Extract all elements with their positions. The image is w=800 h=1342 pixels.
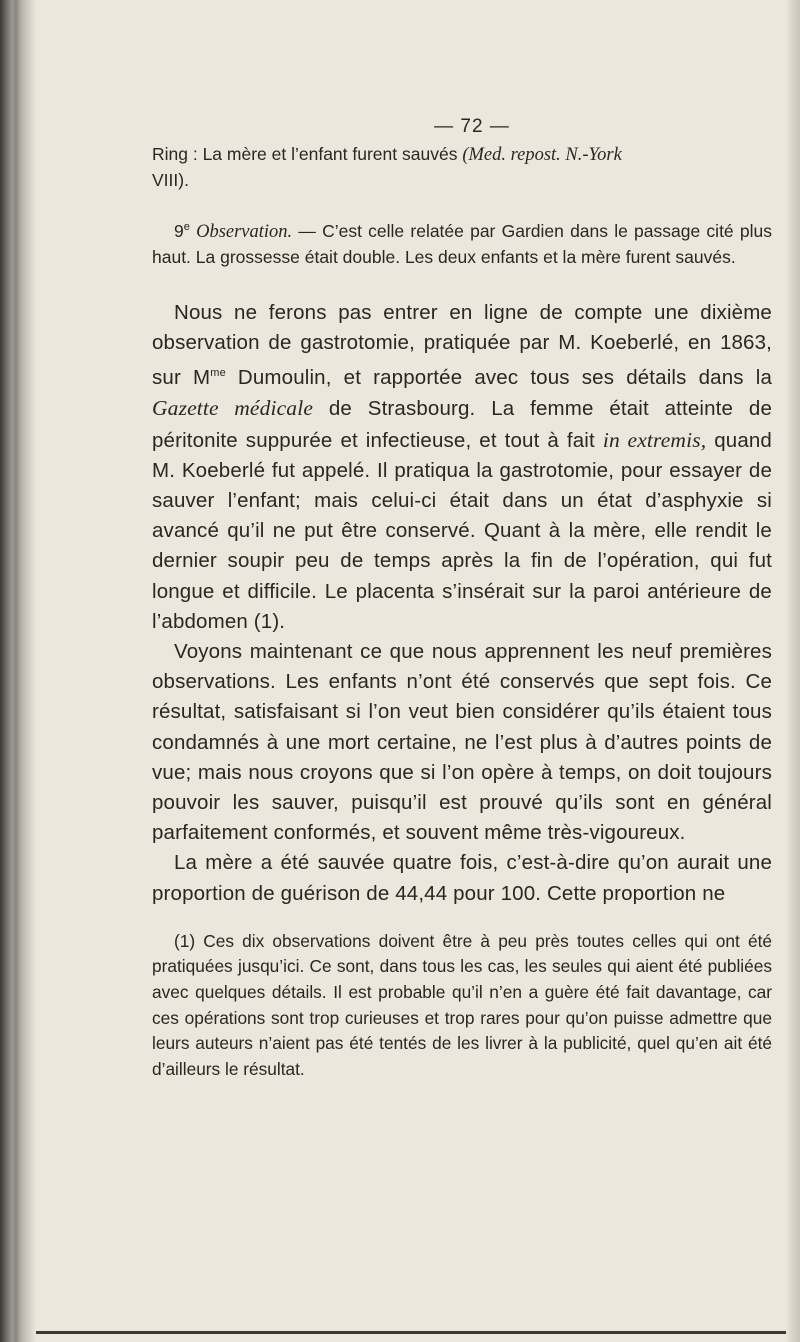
paragraph-koeberle: [152, 298, 772, 637]
binding-edge: [0, 0, 36, 1342]
footnote: (1) Ces dix observations doivent être à peu près toutes celles qui ont été pratiquées jusqu’ici. Ce sont, dans tous les cas, les seules qui aient été publiées avec quelques détails. Il est probable qu’il n’en a guère été fait davantage, car ces opérations sont trop curieuses et trop rares pour qu’on puisse admettre que leurs auteurs n’aient pas été tentés de les livrer à la publicité, quel qu’en ait été d’ailleurs le résultat.: [152, 930, 772, 1079]
observation-8-tail: [152, 142, 772, 193]
page-edge: [786, 0, 800, 1342]
para1-part2: Dumoulin, et rapportée avec tous ses détails dans la: [225, 366, 772, 390]
observation-9: [152, 215, 772, 270]
para1-part4: quand M. Koeberlé fut appelé. Il pratiqua la gastrotomie, pour essayer de sauver l’enfant; mais celui-ci était dans un état d’asphyxie si avancé qu’il ne put être conservé. Quant à la mère, elle rendit le dernier soupir peu de temps après la fin de l’opération, qui fut longue et difficile. Le placenta s’insérait sur la paroi antérieure de l’abdomen (1).: [152, 428, 772, 633]
paragraph-mother: La mère a été sauvée quatre fois, c’est-à-dire qu’on aurait une proportion de guérison de 44,44 pour 100. Cette proportion ne: [152, 851, 772, 905]
page-number: — 72 —: [434, 116, 510, 137]
obs8-lead: Ring : La mère et l’enfant furent sauvés: [152, 144, 458, 164]
para1-part1: Nous ne ferons pas entrer en ligne de compte une dixième observation de gastrotomie, pratiquée par M. Koeberlé, en 1863, sur M: [152, 300, 772, 390]
para1-sup: me: [210, 367, 226, 380]
obs8-end: VIII).: [152, 170, 189, 190]
obs9-text: — C’est celle relatée par Gardien dans le passage cité plus haut. La grossesse était double. Les deux enfants et la mère furent sauvés.: [152, 220, 772, 267]
bottom-rule: [36, 1331, 786, 1334]
obs9-label: Observation.: [196, 221, 293, 242]
obs8-source: (Med. repost. N.-York: [462, 145, 622, 165]
obs9-number-sup: e: [183, 221, 190, 233]
latin-phrase: in extremis,: [602, 427, 707, 452]
obs9-number: 9: [174, 220, 184, 241]
para1-part3: de Strasbourg. La femme était atteinte de péritonite suppurée et infectieuse, et tout à fait: [152, 397, 772, 452]
journal-title: Gazette médicale: [152, 396, 314, 421]
paragraph-results: Voyons maintenant ce que nous apprennent les neuf premières observations. Les enfants n’ont été conservés que sept fois. Ce résultat, satisfaisant si l’on veut bien considérer qu’ils étaient tous condamnés à une mort certaine, ne l’est plus à d’autres points de vue; mais nous croyons que si l’on opère à temps, on doit toujours pouvoir les sauver, puisqu’il est prouvé qu’ils sont en général parfaitement conformés, et souvent même très-vigoureux.: [152, 640, 772, 845]
page-body: [152, 116, 772, 1082]
